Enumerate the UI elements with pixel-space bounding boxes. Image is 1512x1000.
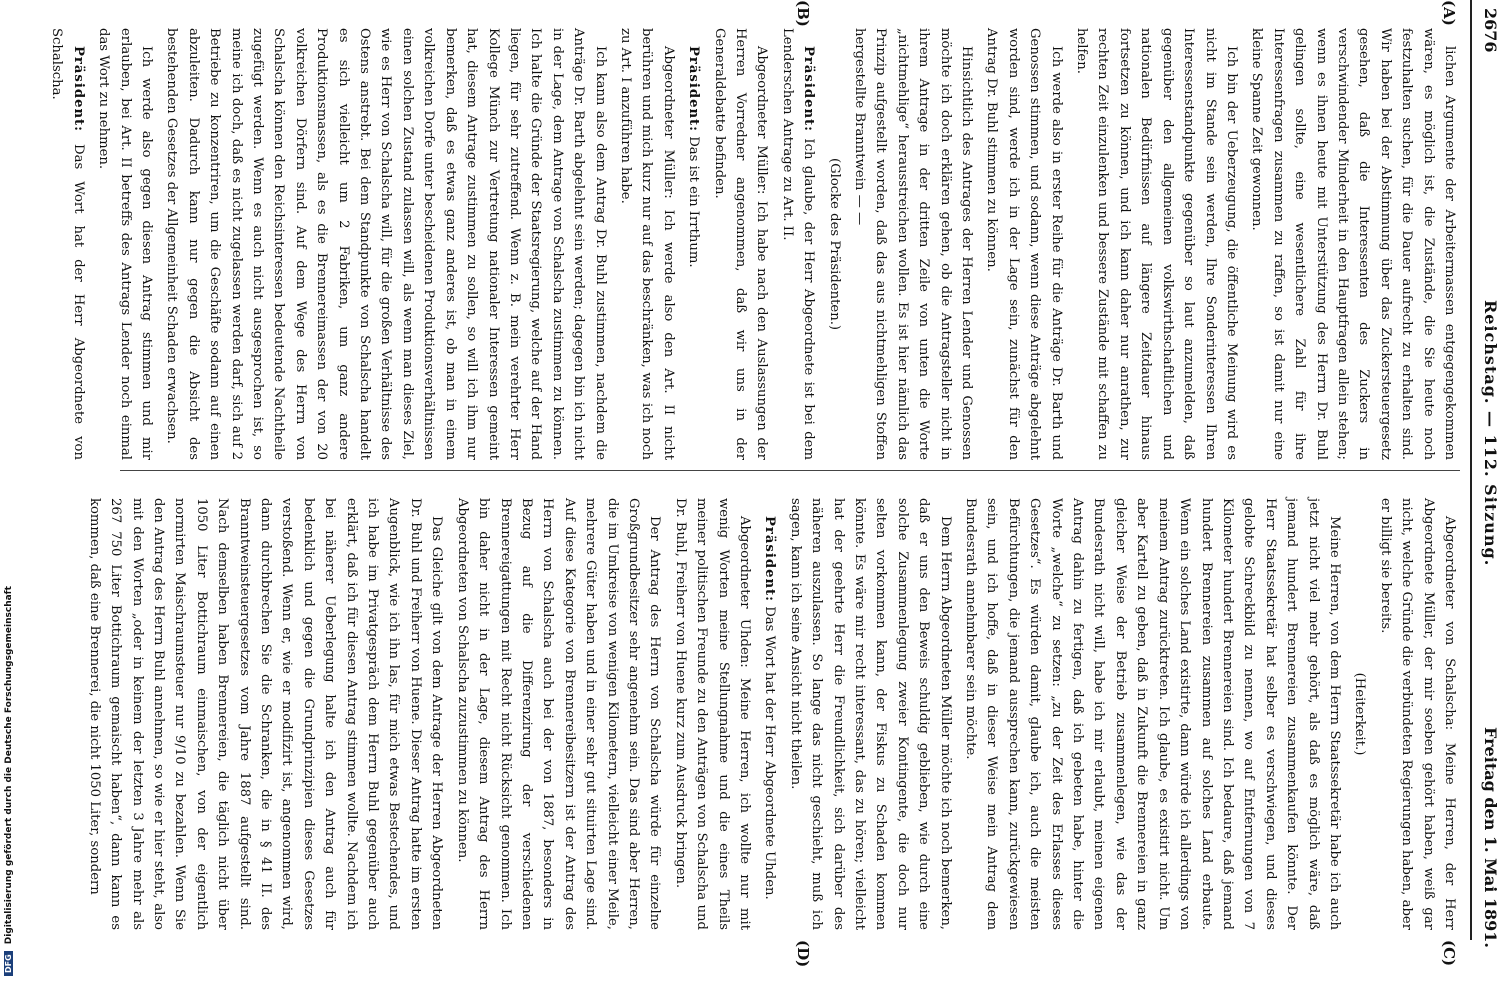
paragraph	[776, 28, 819, 460]
paragraph	[669, 498, 755, 930]
paragraph	[93, 28, 157, 460]
margin-marker-a: (A)	[1440, 0, 1458, 26]
margin-marker-b: (B)	[794, 0, 812, 27]
paragraph	[683, 28, 704, 460]
paragraph-text: Ich werde also gegen diesen Antrag stimmen und mir erlauben, bei Art. II betreffs des Antrags Lender noch einmal das Wort zu nehmen.	[96, 28, 155, 460]
speaker-label: Präsident:	[801, 46, 817, 133]
paragraph	[1349, 498, 1370, 930]
dfg-logo: DFG	[4, 951, 13, 976]
paragraph	[161, 28, 611, 460]
left-column	[49, 28, 1460, 460]
paragraph	[1246, 28, 1460, 460]
speaker-label: Präsident:	[686, 46, 702, 133]
paragraph-text: (Glocke des Präsidenten.)	[826, 157, 842, 331]
paragraph-text: Abgeordneter Uhden: Meine Herren, ich wollte nur mit wenig Worten meine Stellungnahme und die eines Theils meiner politischen Freunde zu den Anträgen von Schalscha und Dr. Buhl, Freiherr von Huene kurz zum Ausdruck bringen.	[672, 498, 752, 930]
paragraph-text: Der Antrag des Herrn von Schalscha würde für einzelne Großgrundbesitzer sehr angenehm sein. Das sind aber Herren, die im Umkreise von wenigen Kilometern, vielleicht einer Meile, mehrere Güter haben und in einer sehr gut situirten Lage sind. Auf diese Kategorie von Brennereibesitzern ist der Antrag des Herrn von Schalscha auch bei der von 1887, besonders in Bezug auf die Differenzirung der verschiedenen Brennereigattungen mit Recht nicht Rücksicht genommen. Ich bin daher nicht in der Lage, diesem Antrag des Herrn Abgeordneten von Schalscha zuzustimmen zu können.	[454, 498, 663, 930]
paragraph	[615, 28, 679, 460]
credit-text: Digitalisierung gefördert durch die Deutsche Forschungsgemeinschaft	[4, 586, 14, 945]
paragraph	[849, 28, 977, 460]
paragraph	[708, 28, 772, 460]
paragraph-text: Das ist ein Irrthum.	[686, 132, 702, 268]
page-number: 2676	[1481, 8, 1500, 53]
paragraph-text: Abgeordneter Müller: Ich habe nach den Auslassungen der Herren Vorredner angenommen, daß wir uns in der Generaldebatte befinden.	[711, 28, 770, 460]
digitization-credit	[4, 0, 24, 976]
paragraph-text: lichen Argumente der Arbeitermassen entgegengekommen wären, es möglich ist, die Zustände, die Sie heute noch festzuhalten suchen, für die Dauer aufrecht zu erhalten sind. Wir haben bei der Abstimmung über das Zuckersteuergesetz gesehen, daß die Interessenten des Zuckers in verschwindender Minderheit in den Hauptfragen allein stehen; wenn es ihnen heute mit Unterstützung des Herrn Dr. Buhl gelingen sollte, eine wesentlichere Zahl für ihre Interessenfragen zusammen zu raffen, so ist damit nur eine kleine Spanne Zeit gewonnen.	[1249, 28, 1457, 460]
paragraph-text: Das Wort hat der Herr Abgeordnete von Schalscha.	[49, 28, 86, 460]
column-divider	[120, 470, 1460, 471]
paragraph	[83, 498, 447, 930]
header-rule	[1470, 0, 1472, 940]
paragraph-text: Meine Herren, von dem Herrn Staatssekretär habe ich auch jetzt nicht viel mehr gehört, als daß es möglich wäre, daß jemand hundert Brennereien zusammenkaufen könnte. Der Herr Staatssekretär hat selber es verschwiegen, und dieses gelobte Schreckbild zu nennen, wo auf Entfernungen von 7 Kilometer hundert Brennereien sind. Ich bedaure, daß jemand hundert Brennereien zusammen auf solches Land erbaute. Wenn ein solches Land existirte, dann würde ich allerdings von meinem Antrag zurücktreten. Ich glaube, es existirt nicht. Um aber Kartell zu geben, daß in Zukunft die Brennereien in ganz gleicher Weise der Betrieb zusammenlegen, wie das der Bundesrath nicht will, habe ich mir erlaubt, meinen eigenen Antrag dahin zu fertigen, daß ich gebeten habe, hinter die Worte „welche“ zu setzen: „zu der Zeit des Erlasses dieses Gesetzes“. Es würden damit, glaube ich, auch die meisten Befürchtungen, die jemand aussprechen kann, zurückgewiesen sein, und ich hoffe, daß in dieser Weise mein Antrag dem Bundesrath annehmbarer sein möchte.	[963, 498, 1342, 930]
paragraph-text: Dem Herrn Abgeordneten Müller möchte ich noch bemerken, daß er uns den Beweis schuldig geblieben, wie durch eine solche Zusammenlegung zweier Kontingente, die doch nur selten vorkommen kann, der Fiskus zu Schaden kommen könnte. Es wäre mir recht interessant, das zu hören; vielleicht hat der geehrte Herr die Freundlichkeit, sich darüber des näheren auszulassen. So lange das nicht geschieht, muß ich sagen, kann ich seine Ansicht nicht theilen.	[787, 498, 953, 930]
paragraph	[823, 28, 844, 460]
paragraph-text: Hinsichtlich des Antrages der Herren Lender und Genossen möchte ich doch erklären gehen, ob die Antragsteller nicht in ihrem Antrage in der dritten Zeile von unten die Worte „nichtmehlige“ herausstreichen wollen. Es ist hier nämlich das Prinzip aufgestellt worden, daß das aus nichtmehligen Stoffen hergestellte Branntwein — —	[852, 28, 975, 460]
paragraph-text: Ich werde also in erster Reihe für die Anträge Dr. Barth und Genossen stimmen, und sodann, wenn diese Anträge abgelehnt worden sind, werde ich in der Lage sein, zunächst für den Antrag Dr. Buhl stimmen zu können.	[984, 28, 1064, 460]
paragraph-text: (Heiterkeit.)	[1352, 672, 1368, 756]
paragraph-text: Ich kann also dem Antrag Dr. Buhl zustimmen, nachdem die Anträge Dr. Barth abgelehnt sein werden; dagegen bin ich nicht in der Lage, dem Antrage von Schalscha zustimmen zu können. Ich halte die Gründe der Staatsregierung, welche auf der Hand liegen, für sehr zutreffend. Wenn z. B. mein verehrter Herr Kollege Münch zur Vertretung nationaler Interessen gemeint hat, diesem Antrage zustimmen zu sollen, so will ich ihm nur bemerken, daß es etwas ganz anderes ist, ob man in einem volkreichen Dorfe unter bescheidenen Produktionsverhältnissen einen solchen Zustand zulassen will, als wenn man dieses Ziel, wie es Herr von Schalscha will, für die großen Verhältnisse des Ostens anstrebt. Bei dem Standpunkte von Schalscha handelt es sich vielleicht um 2 Fabriken, um ganz andere Produktionsmassen, als es die Brennereimassen der von 20 volkreichen Dörfern sind. Auf dem Wege des Herrn von Schalscha können den Reichsinteressen bedeutende Nachtheile zugefügt werden. Wenn es auch nicht ausgesprochen ist, so meine ich doch, daß es nicht zugelassen werden darf, sich auf 2 Betriebe zu konzentriren, um die Geschäfte sodann auf einen abzuleiten. Dadurch kann nur gegen die Absicht des bestehenden Gesetzes der Allgemeinheit Schaden erwachsen.	[164, 28, 608, 460]
paragraph-text: Abgeordneter Müller: Ich werde also den Art. II nicht berühren und mich kurz nur auf das beschränken, was ich noch zu Art. I anzuführen habe.	[617, 28, 676, 460]
page-date: Freitag den 1. Mai 1891.	[1481, 727, 1500, 948]
paragraph	[981, 28, 1067, 460]
paragraph-text: Ich glaube, der Herr Abgeordnete ist bei dem Lenderschen Antrage zu Art. II.	[779, 28, 817, 460]
rotated-page-content	[49, 0, 1512, 968]
paragraph-text: Das Gleiche gilt von dem Antrage der Herren Abgeordneten Dr. Buhl und Freiherr von Huene. Dieser Antrag hatte im ersten Augenblick, wie ich ihn las, für mich etwas Bestechendes, und ich habe im Privatgespräch dem Herrn Buhl gegenüber auch erklärt, daß ich für diesen Antrag stimmen wollte. Nachdem ich bei näherer Ueberlegung halte ich den Antrag auch für bedenklich und gegen die Grundprinzipien dieses Gesetzes verstoßend. Wenn er, wie er modifizirt ist, angenommen wird, dann durchbrechen Sie die Schranken, die in § 41 II. des Branntweinsteuergesetzes vom Jahre 1887 aufgestellt sind. Nach demselben haben Brennereien, die täglich nicht über 1050 Liter Bottichraum einmaischen, von der eigentlich normirten Maischraumsteuer nur 9/10 zu bezahlen. Wenn Sie den Antrag des Herrn Buhl annehmen, so wie er hier steht, also mit den Worten „oder in keinem der letzten 3 Jahre mehr als 267 750 Liter Bottichraum gemaischt haben“, dann kann es kommen, daß eine Brennerei, die nicht 1050 Liter, sondern	[86, 498, 445, 930]
paragraph	[784, 498, 955, 930]
paragraph-text: Ich bin der Ueberzeugung, die öffentliche Meinung wird es nicht im Stande sein werden, Ihre Sonderinteressen Ihren Interessenstandpunkte gegenüber so laut anzumelden, daß gegenüber den allgemeinen volkswirthschaftlichen und nationalen Bedürfnissen auf längere Zeitdauer hinaus fortsetzen zu können, und ich kann daher nur anrathen, zur rechten Zeit einzulenken und bessere Zustände mit schaffen zu helfen.	[1074, 28, 1239, 460]
paragraph	[759, 498, 780, 930]
page-title: Reichstag. — 112. Sitzung.	[1481, 300, 1500, 567]
paragraph	[960, 498, 1345, 930]
margin-marker-c: (C)	[1440, 940, 1458, 967]
speaker-label: Präsident:	[762, 516, 778, 603]
paragraph-text: Das Wort hat der Herr Abgeordnete Uhden.	[762, 602, 778, 900]
paragraph	[46, 28, 89, 460]
page-header	[1474, 0, 1504, 960]
paragraph-text: Abgeordneter von Schalscha: Meine Herren, der Herr Abgeordnete Müller, der mir soeben gehört haben, weiß gar nicht, welche Gründe die verbündeten Regierungen haben, aber er billigt sie bereits.	[1377, 498, 1457, 930]
paragraph	[1374, 498, 1460, 930]
margin-marker-d: (D)	[794, 940, 812, 968]
paragraph	[1071, 28, 1242, 460]
paragraph	[451, 498, 665, 930]
right-column	[86, 498, 1460, 930]
speaker-label: Präsident:	[70, 46, 86, 133]
